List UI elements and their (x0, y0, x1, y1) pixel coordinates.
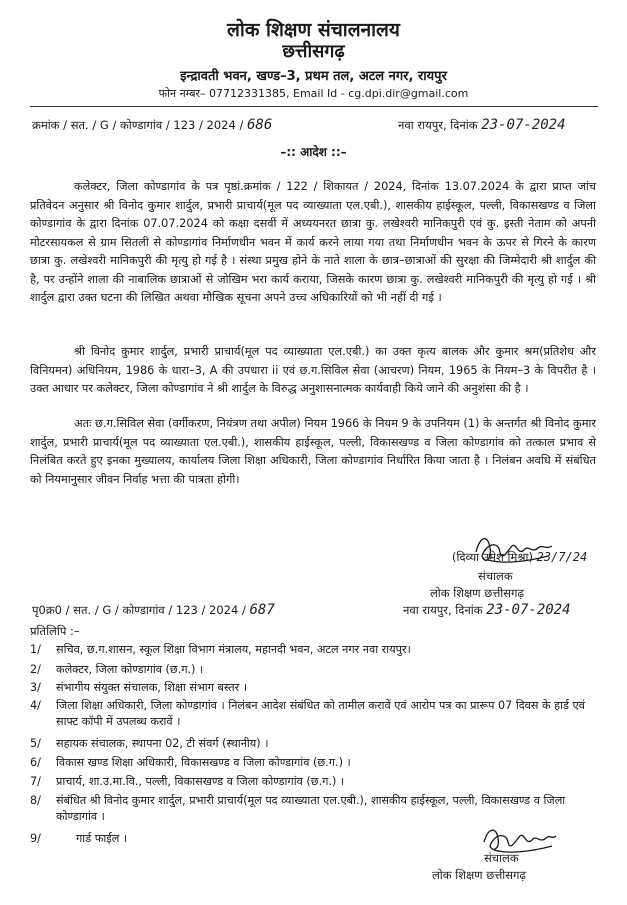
office-title: लोक शिक्षण संचालनालय (227, 19, 400, 41)
header-divider (30, 106, 598, 107)
order-paragraph-2: श्री विनोद कुमार शार्दुल, प्रभारी प्राचार्य(मूल पद व्याख्याता एल.एबी.) का उक्त कृत्य बालक और कुमार श्रम(प्रतिशेध और विनियमन) अधिनियम, 1986 के धारा–3, A की उपधारा ii एवं छ.ग.सिविल सेवा (आचरण) नियम, 1965 के नियम–3 के विपरीत है । उक्त आधार पर कलेक्टर, जिला कोण्डागांव ने श्री शार्दुल के विरुद्ध अनुशासनात्मक कार्यवाही किये जाने की अनुशंसा की है । (30, 345, 596, 395)
copy-date-handwritten: 23-07-2024 (486, 602, 571, 618)
list-item-text: गार्ड फाईल । (76, 832, 128, 845)
footer-office: लोक शिक्षण छत्तीसगढ़ (432, 868, 526, 882)
signatory-office: लोक शिक्षण छत्तीसगढ़ (430, 586, 524, 600)
order-title: –:: आदेश ::– (280, 145, 347, 159)
footer-designation: संचालक (484, 851, 519, 865)
order-date-handwritten: 23-07-2024 (481, 117, 566, 133)
list-item-number: 3/ (30, 681, 41, 694)
list-item-text: कलेक्टर, जिला कोण्डागांव (छ.ग.) । (56, 663, 204, 676)
copy-date-label: नवा रायपुर, दिनांक (403, 603, 483, 617)
list-item-text: विकास खण्ड शिक्षा अधिकारी, विकासखण्ड व जिला कोण्डागांव (छ.ग.) । (56, 756, 351, 769)
list-item-number: 7/ (30, 775, 41, 788)
list-item-number: 9/ (30, 832, 41, 845)
order-number-handwritten: 686 (247, 117, 273, 133)
order-paragraph-3: अतः छ.ग.सिविल सेवा (वर्गीकरण, नियंत्रण तथा अपील) नियम 1966 के नियम 9 के उपनियम (1) के अन्तर्गत श्री विनोद कुमार शार्दुल, प्रभारी प्राचार्य(मूल पद व्याख्याता एल.एबी.), शासकीय हाईस्कूल, पल्ली, विकासखण्ड व जिला कोण्डागांव को तत्काल प्रभाव से निलंबित करते हुए इनका मुख्यालय, कार्यालय जिला शिक्षा अधिकारी, जिला कोण्डागांव निर्धारित किया जाता है । निलंबन अवधि में संबंधित को नियमानुसार जीवन निर्वाह भत्ता की पात्रता होगी। (30, 417, 596, 486)
list-item-text: संभागीय संयुक्त संचालक, शिक्षा संभाग बस्तर । (56, 681, 248, 694)
state-title: छत्तीसगढ़ (282, 41, 345, 62)
order-date (398, 117, 566, 133)
list-item (30, 755, 605, 773)
copy-heading: प्रतिलिपि :– (30, 624, 80, 638)
list-item-text: सचिव, छ.ग.शासन, स्कूल शिक्षा विभाग मंत्रालय, महानदी भवन, अटल नगर नवा रायपुर। (56, 643, 411, 656)
signatory-name: (दिव्या उमेश मिश्रा) (452, 550, 533, 564)
list-item-number: 1/ (30, 643, 41, 656)
list-item-number: 4/ (30, 699, 41, 712)
list-item-text: प्राचार्य, शा.उ.मा.वि., पल्ली, विकासखण्ड व जिला कोण्डागांव (छ.ग.) । (56, 775, 345, 788)
copy-ref (32, 602, 275, 618)
office-address: इन्द्रावती भवन, खण्ड–3, प्रथम तल, अटल नगर, रायपुर (180, 69, 447, 84)
order-paragraph-1: कलेक्टर, जिला कोण्डागांव के पत्र पृष्ठां.क्रमांक / 122 / शिकायत / 2024, दिनांक 13.07.2024 के द्वारा प्राप्त जांच प्रतिवेदन अनुसार श्री विनोद कुमार शार्दुल, प्रभारी प्राचार्य(मूल पद व्याख्याता एल.एबी.), शासकीय हाईस्कूल, पल्ली, विकासखण्ड व जिला कोण्डागांव के द्वारा दिनांक 07.07.2024 को कक्षा दसवीं में अध्ययनरत छात्रा कु. लखेश्वरी मानिकपुरी एवं कु. इस्ती नेताम को अपनी मोटरसायकल से ग्राम सितली से कोण्डागांव निर्माणधीन भवन में कार्य करने लाया गया तथा निर्माणधीन भवन के ऊपर से गिरने के कारण छात्रा कु. लखेश्वरी मानिकपुरी की मृत्यु हो गई है । संस्था प्रमुख होने के नाते शाला के छात्र–छात्राओं की सुरक्षा की जिम्मेदारी श्री शार्दुल की है, पर उन्होंने शाला की नाबालिक छात्राओं से जोखिम भरा कार्य कराया, जिसके कारण छात्रा कु. लखेश्वरी मानिकपुरी की मृत्यु हो गई । श्री शार्दुल द्वारा उक्त घटना की लिखित अथवा मौखिक सूचना अपने उच्च अधिकारियों को भी नहीं दी गई । (30, 180, 596, 304)
signatory-designation: संचालक (478, 569, 513, 583)
copy-ref-prefix: पृ0क्र0 / सत. / G / कोण्डागांव / 123 / 2024 / (32, 603, 246, 617)
list-item (30, 736, 605, 754)
list-item-number: 6/ (30, 756, 41, 769)
list-item-number: 5/ (30, 737, 41, 750)
signature-date-handwritten: 23/7/24 (536, 550, 588, 564)
order-ref-prefix: क्रमांक / सत. / G / कोण्डागांव / 123 / 2024 / (32, 118, 244, 132)
list-item (30, 642, 605, 660)
list-item-number: 8/ (30, 794, 41, 807)
contact-line: फोन नम्बर– 07712331385, Email Id - cg.dpi.dir@gmail.com (158, 87, 469, 100)
list-item (30, 698, 605, 732)
list-item-text: जिला शिक्षा अधिकारी, जिला कोण्डागांव । निलंबन आदेश संबंधित को तामील करावें एवं आरोप पत्र का प्रारूप 07 दिवस के हार्ड एवं साफ्ट कॉपी में उपलब्ध करावें । (56, 699, 585, 728)
list-item-text: सहायक संचालक, स्थापना 02, टी संवर्ग (स्थानीय) । (56, 737, 269, 750)
list-item (30, 680, 605, 698)
list-item (30, 774, 605, 792)
order-date-label: नवा रायपुर, दिनांक (398, 118, 478, 132)
copy-date (403, 602, 571, 618)
list-item (30, 662, 605, 680)
order-ref (32, 117, 272, 133)
signatory-block (452, 550, 587, 565)
copy-number-handwritten: 687 (249, 602, 275, 618)
list-item-number: 2/ (30, 663, 41, 676)
list-item-text: संबंधित श्री विनोद कुमार शार्दुल, प्रभारी प्राचार्य(मूल पद व्याख्याता एल.एबी.), शासकीय हाईस्कूल, पल्ली, विकासखण्ड व जिला कोण्डागांव । (56, 794, 566, 823)
